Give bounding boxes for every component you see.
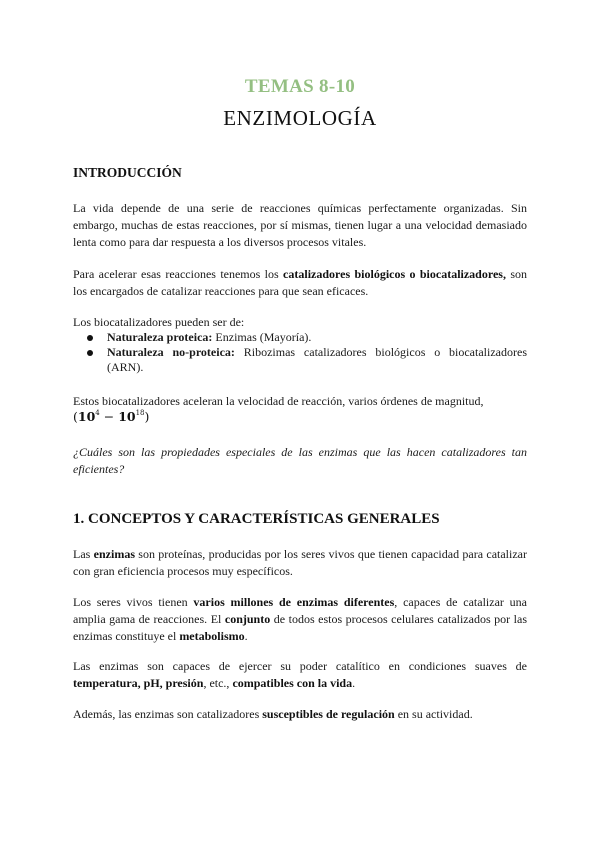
document-title: ENZIMOLOGÍA [223, 106, 377, 130]
s1-p4-text-c: en su actividad. [394, 707, 473, 721]
s1-p3-text-c: , etc., [203, 676, 233, 690]
intro-p2-text: Para acelerar esas reacciones tenemos los [73, 267, 284, 281]
document-subtitle: TEMAS 8-10 [244, 76, 356, 97]
s1-p4-text-a: Además, las enzimas son catalizadores [73, 707, 263, 721]
bullet-icon [87, 350, 93, 356]
s1-p1-text-end: son proteínas, producidas por los seres vivos que tienen capacidad para catalizar con gran eficiencia procesos muy específicos. [73, 547, 527, 578]
section-1-paragraph-3 [73, 658, 527, 692]
section-1-paragraph-1 [73, 546, 527, 580]
intro-paragraph-1: La vida depende de una serie de reacciones químicas perfectamente organizadas. Sin embargo, muchas de estas reacciones, por sí mismas, tienen lugar a una velocidad demasiado lenta como para dar respuesta a los diversos procesos vitales. [73, 201, 527, 249]
list-item-bold: Naturaleza proteica: [107, 330, 213, 344]
section-1-heading: 1. CONCEPTOS Y CARACTERÍSTICAS GENERALES [73, 511, 440, 527]
list-item-bold: Naturaleza no-proteica: [107, 345, 235, 359]
formula-exp-1: 4 [95, 409, 100, 417]
list-item-text: Ribozimas catalizadores biológicos o biocatalizadores (ARN). [107, 345, 527, 374]
s1-p1-text: Las [73, 547, 94, 561]
intro-p2-text-end: son los encargados de catalizar reacciones para que sean eficaces. [73, 267, 527, 298]
intro-p2-bold: catalizadores biológicos o biocatalizadores, [283, 267, 506, 281]
section-1-paragraph-4 [73, 706, 527, 723]
intro-question: ¿Cuáles son las propiedades especiales de las enzimas que las hacen catalizadores tan eficientes? [73, 445, 527, 476]
intro-heading: INTRODUCCIÓN [73, 165, 182, 180]
s1-p2-text-c: , capaces de catalizar una amplia gama de reacciones. El [73, 595, 527, 626]
list-item-text: Enzimas (Mayoría). [212, 330, 312, 344]
s1-p3-text-a: Las enzimas son capaces de ejercer su poder catalítico en condiciones suaves de [73, 659, 527, 673]
s1-p2-text-e: de todos estos procesos celulares catalizados por las enzimas constituye el [73, 612, 528, 643]
biocatalyst-list [73, 330, 527, 375]
intro-paragraph-4: Estos biocatalizadores aceleran la velocidad de reacción, varios órdenes de magnitud, [73, 394, 484, 408]
formula-base-1: 10 [77, 409, 96, 424]
s1-p3-bold-b: temperatura, pH, presión [73, 676, 204, 690]
s1-p1-bold: enzimas [93, 547, 135, 561]
list-item [73, 345, 527, 375]
s1-p2-text-g: . [244, 629, 248, 643]
section-1-paragraph-2 [73, 594, 527, 645]
formula-close: ) [144, 409, 150, 424]
bullet-icon [87, 335, 93, 341]
s1-p2-bold-d: conjunto [224, 612, 271, 626]
s1-p2-bold-b: varios millones de enzimas diferentes [193, 595, 395, 609]
magnitude-formula [73, 409, 149, 424]
s1-p3-bold-d: compatibles con la vida [232, 676, 353, 690]
s1-p4-bold-b: susceptibles de regulación [262, 707, 395, 721]
formula-open: ( [73, 409, 78, 424]
s1-p3-text-e: . [352, 676, 356, 690]
s1-p2-bold-f: metabolismo [179, 629, 245, 643]
formula-dash: − [99, 409, 119, 424]
intro-paragraph-2 [73, 266, 527, 300]
list-item [73, 330, 527, 345]
formula-base-2: 10 [118, 409, 136, 424]
s1-p2-text-a: Los seres vivos tienen [73, 595, 194, 609]
formula-exp-2: 18 [135, 409, 145, 417]
intro-paragraph-3: Los biocatalizadores pueden ser de: [73, 315, 245, 329]
